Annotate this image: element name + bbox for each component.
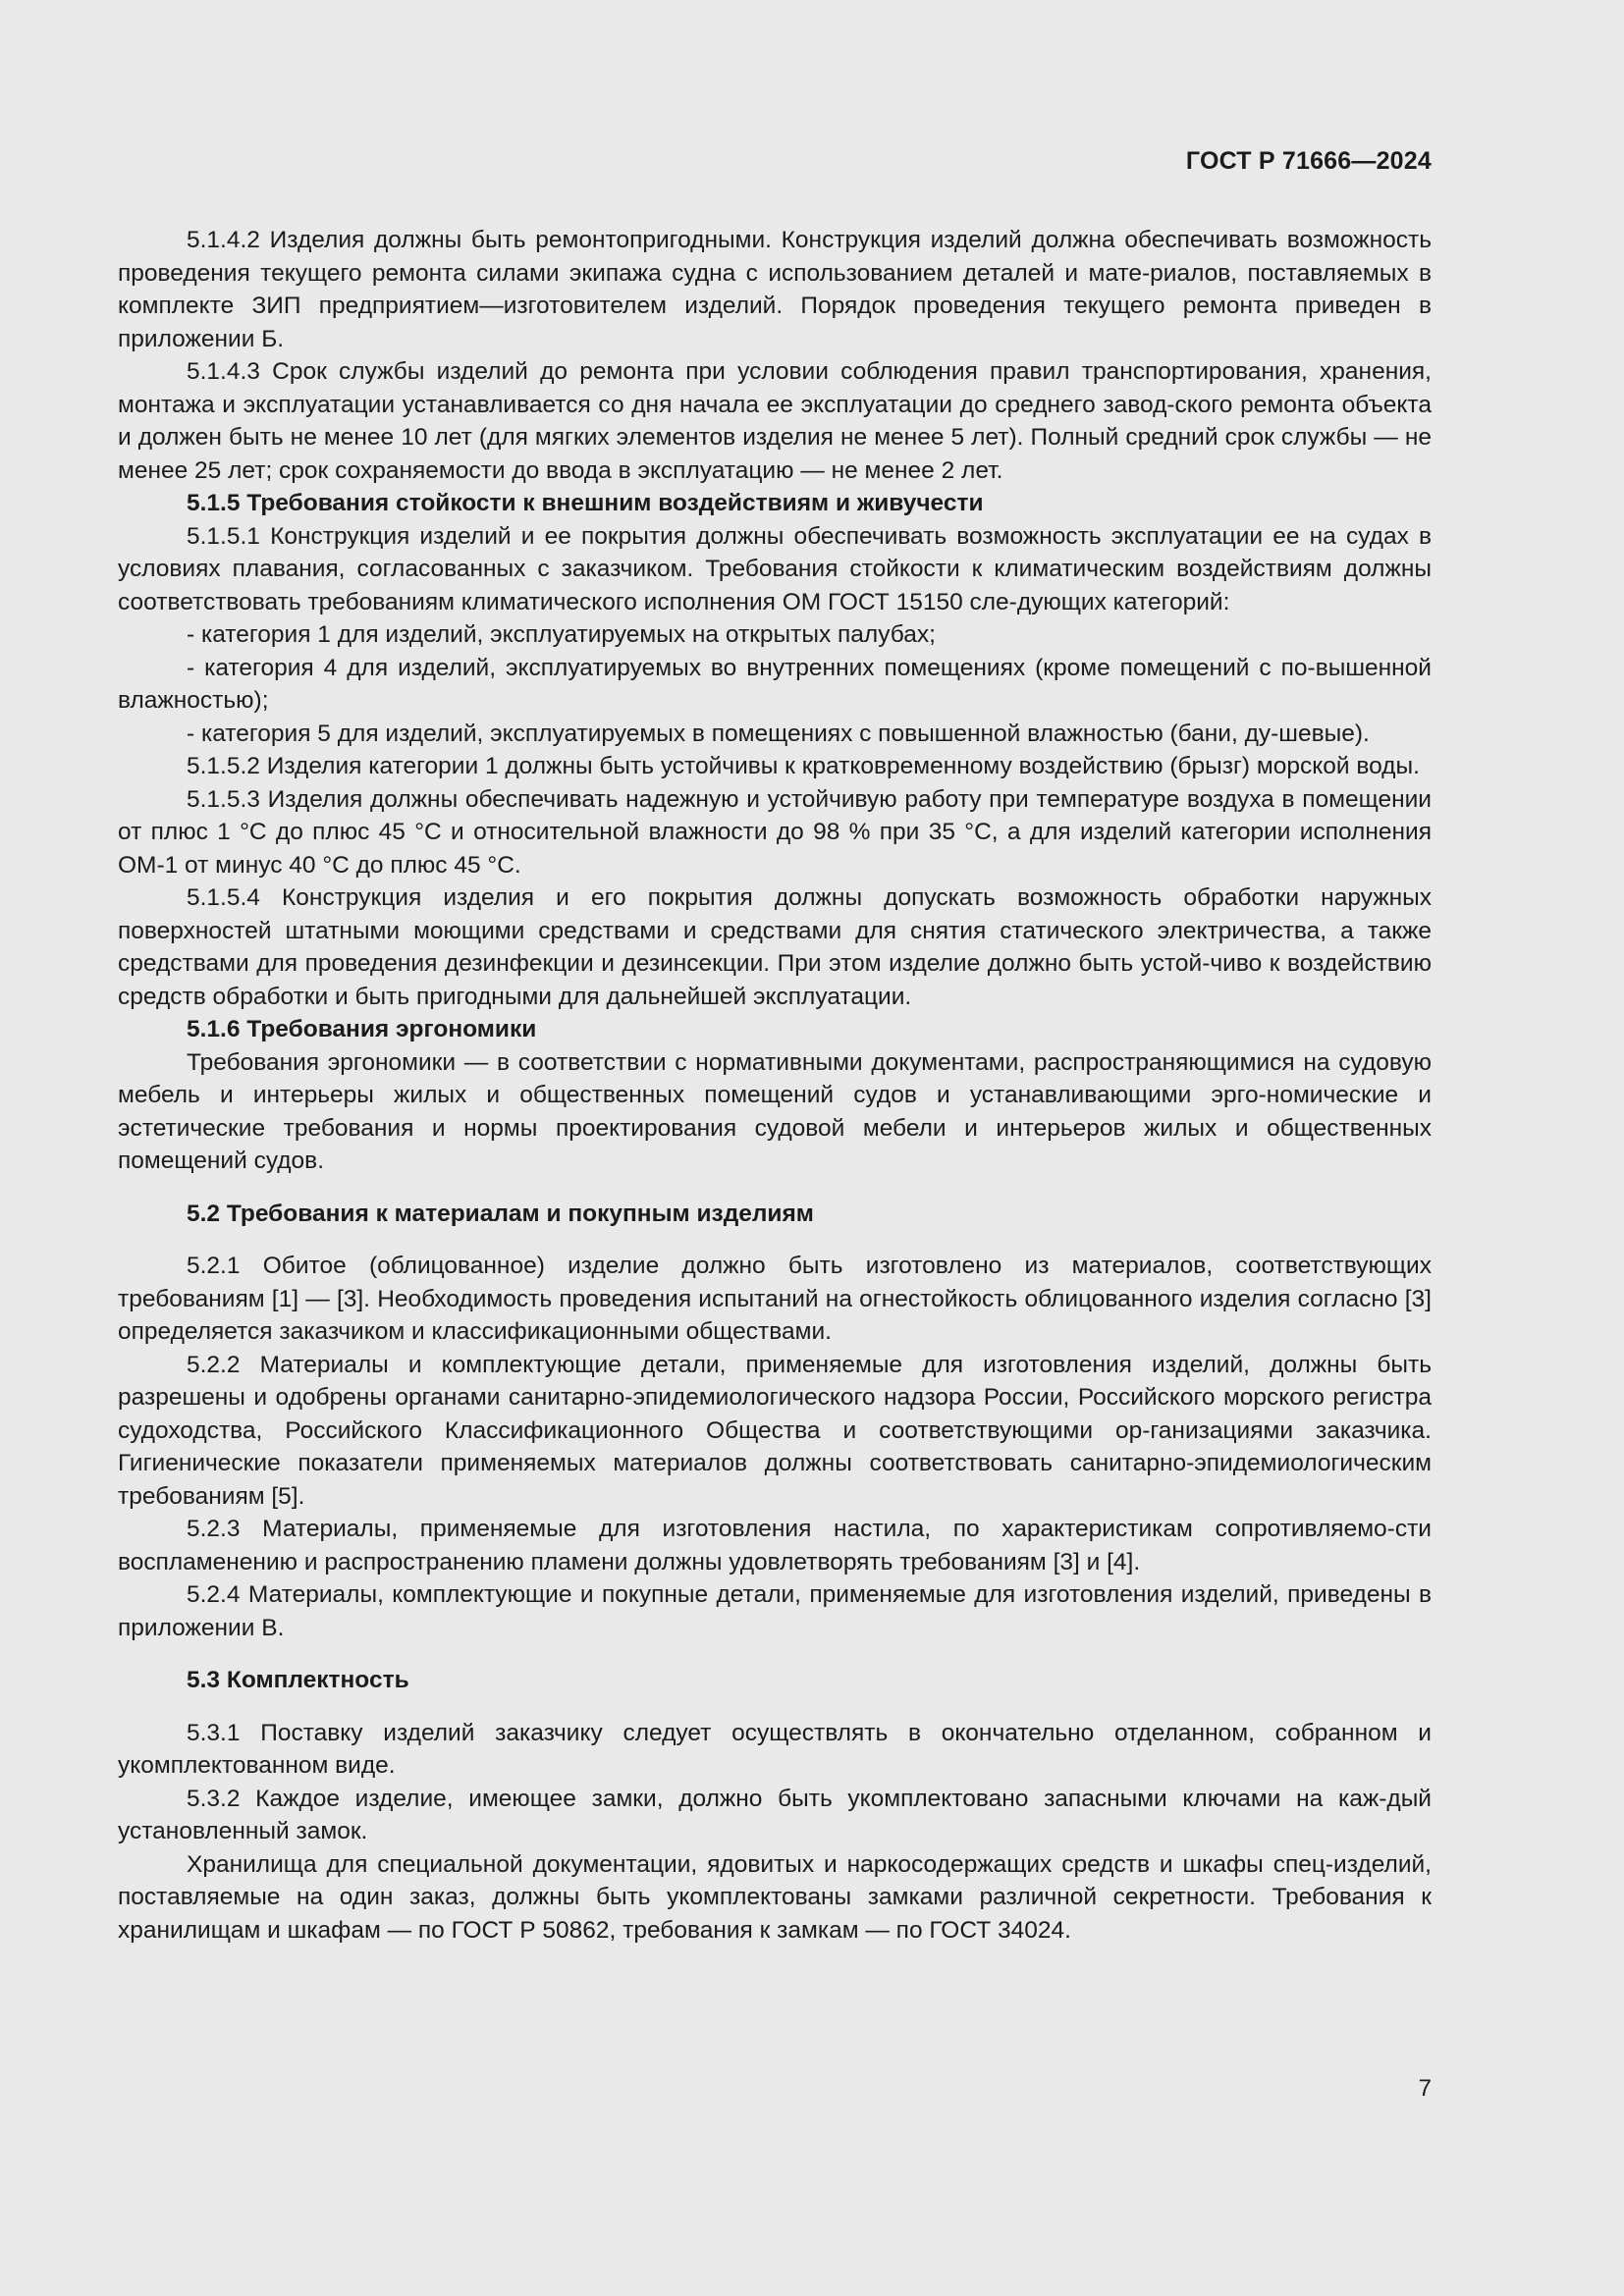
page-number: 7 bbox=[1418, 2075, 1432, 2102]
paragraph-5-2-1: 5.2.1 Обитое (облицованное) изделие должно быть изготовлено из материалов, соответствующих требованиям [1] — [3]. Необходимость проведения испытаний на огнестойкость облицованного изделия согласно [3] определяется заказчиком и классификационными обществами. bbox=[118, 1253, 1432, 1345]
list-item-category-4: - категория 4 для изделий, эксплуатируемых во внутренних помещениях (кроме помещений с по-вышенной влажностью); bbox=[118, 654, 1432, 714]
paragraph-storage-locks: Хранилища для специальной документации, ядовитых и наркосодержащих средств и шкафы спец-изделий, поставляемые на один заказ, должны быть укомплектованы замками различной секретности. Требования к хранилищам и шкафам — по ГОСТ Р 50862, требования к замкам — по ГОСТ 34024. bbox=[118, 1850, 1432, 1944]
section-heading-5-3: 5.3 Комплектность bbox=[187, 1667, 409, 1693]
paragraph-5-2-4: 5.2.4 Материалы, комплектующие и покупные детали, применяемые для изготовления изделий, приведены в приложении В. bbox=[118, 1581, 1432, 1641]
section-heading-5-2: 5.2 Требования к материалам и покупным изделиям bbox=[187, 1200, 814, 1227]
paragraph-5-3-2: 5.3.2 Каждое изделие, имеющее замки, должно быть укомплектовано запасными ключами на каж-дый установленный замок. bbox=[118, 1785, 1432, 1844]
paragraph-5-3-1: 5.3.1 Поставку изделий заказчику следует осуществлять в окончательно отделанном, собранном и укомплектованном виде. bbox=[118, 1719, 1432, 1779]
list-item-category-5: - категория 5 для изделий, эксплуатируемых в помещениях с повышенной влажностью (бани, ду-шевые). bbox=[187, 720, 1370, 747]
document-header: ГОСТ Р 71666—2024 bbox=[1185, 147, 1432, 175]
section-heading-5-1-5: 5.1.5 Требования стойкости к внешним воздействиям и живучести bbox=[187, 490, 984, 516]
paragraph-5-1-4-2: 5.1.4.2 Изделия должны быть ремонтопригодными. Конструкция изделий должна обеспечивать возможность проведения текущего ремонта силами экипажа судна с использованием деталей и мате-риалов, поставляемых в комплекте ЗИП предприятием—изготовителем изделий. Порядок проведения текущего ремонта приведен в приложении Б. bbox=[118, 227, 1432, 352]
paragraph-5-1-4-3: 5.1.4.3 Срок службы изделий до ремонта при условии соблюдения правил транспортирования, хранения, монтажа и эксплуатации устанавливается со дня начала ее эксплуатации до среднего завод-ского ремонта объекта и должен быть не менее 10 лет (для мягких элементов изделия не менее 5 лет). Полный средний срок службы — не менее 25 лет; срок сохраняемости до ввода в эксплуатацию — не менее 2 лет. bbox=[118, 358, 1432, 484]
paragraph-5-1-5-3: 5.1.5.3 Изделия должны обеспечивать надежную и устойчивую работу при температуре воздуха в помещении от плюс 1 °С до плюс 45 °С и относительной влажности до 98 % при 35 °С, а для изделий категории исполнения ОМ-1 от минус 40 °С до плюс 45 °С. bbox=[118, 785, 1432, 879]
paragraph-5-2-2: 5.2.2 Материалы и комплектующие детали, применяемые для изготовления изделий, должны быть разрешены и одобрены органами санитарно-эпидемиологического надзора России, Российского морского регистра судоходства, Российского Классификационного Общества и соответствующими ор-ганизациями заказчика. Гигиенические показатели применяемых материалов должны соответствовать санитарно-эпидемиологическим требованиям [5]. bbox=[118, 1351, 1432, 1510]
list-item-category-1: - категория 1 для изделий, эксплуатируемых на открытых палубах; bbox=[187, 621, 936, 648]
paragraph-5-1-5-4: 5.1.5.4 Конструкция изделия и его покрытия должны допускать возможность обработки наружных поверхностей штатными моющими средствами и средствами для снятия статического электричества, а также средствами для проведения дезинфекции и дезинсекции. При этом изделие должно быть устой-чиво к воздействию средств обработки и быть пригодными для дальнейшей эксплуатации. bbox=[118, 884, 1432, 1010]
section-heading-5-1-6: 5.1.6 Требования эргономики bbox=[187, 1016, 537, 1042]
paragraph-5-1-5-1: 5.1.5.1 Конструкция изделий и ее покрытия должны обеспечивать возможность эксплуатации ее на судах в условиях плавания, согласованных с заказчиком. Требования стойкости к климатическим воздействиям должны соответствовать требованиям климатического исполнения ОМ ГОСТ 15150 сле-дующих категорий: bbox=[118, 522, 1432, 615]
paragraph-5-2-3: 5.2.3 Материалы, применяемые для изготовления настила, по характеристикам сопротивляемо-сти воспламенению и распространению пламени должны удовлетворять требованиям [3] и [4]. bbox=[118, 1516, 1432, 1575]
paragraph-5-1-5-2: 5.1.5.2 Изделия категории 1 должны быть устойчивы к кратковременному воздействию (брызг) морской воды. bbox=[187, 753, 1420, 779]
paragraph-ergonomics: Требования эргономики — в соответствии с нормативными документами, распространяющимися на судовую мебель и интерьеры жилых и общественных помещений судов и устанавливающими эрго-номические и эстетические требования и нормы проектирования судовой мебели и интерьеров жилых и общественных помещений судов. bbox=[118, 1048, 1432, 1174]
document-body bbox=[118, 224, 1432, 1947]
